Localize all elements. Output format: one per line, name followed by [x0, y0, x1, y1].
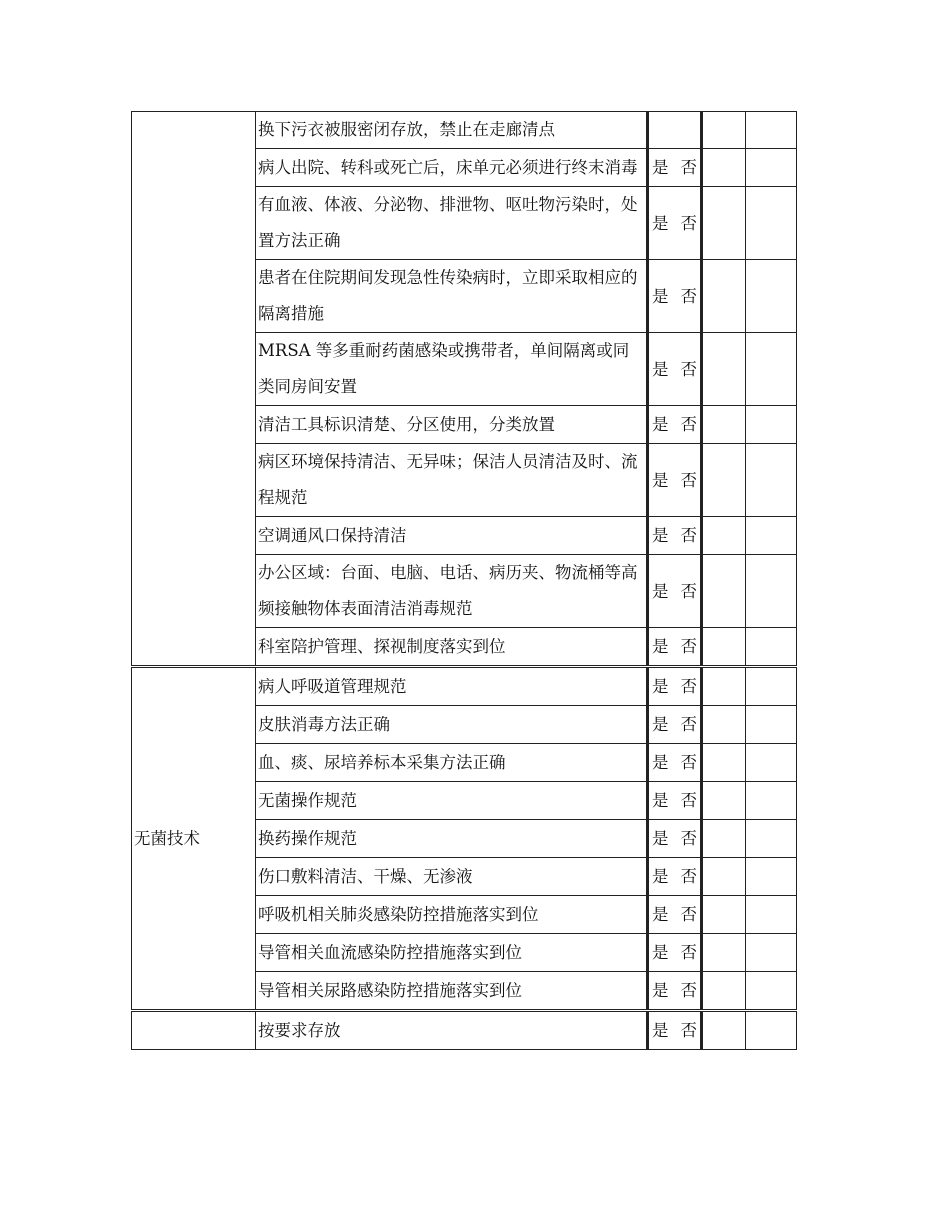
no-option[interactable]: 否: [680, 158, 697, 177]
score-cell[interactable]: [702, 667, 746, 706]
inspection-table: [131, 111, 797, 1050]
table-row: [132, 1011, 797, 1050]
yes-no-cell[interactable]: [648, 628, 702, 667]
yes-option[interactable]: 是: [652, 753, 669, 772]
yes-option[interactable]: 是: [652, 791, 669, 810]
yes-no-cell[interactable]: [648, 187, 702, 260]
score-cell[interactable]: [702, 706, 746, 744]
score-cell[interactable]: [702, 628, 746, 667]
yes-option[interactable]: 是: [652, 581, 669, 601]
score-cell[interactable]: [702, 858, 746, 896]
no-option[interactable]: 否: [680, 753, 697, 772]
remark-cell[interactable]: [746, 517, 797, 555]
item-cell: 按要求存放: [256, 1011, 648, 1050]
remark-cell[interactable]: [746, 628, 797, 667]
score-cell[interactable]: [702, 782, 746, 820]
table-row: [132, 112, 797, 149]
remark-cell[interactable]: [746, 744, 797, 782]
yes-option[interactable]: 是: [652, 829, 669, 848]
category-cell: [132, 1011, 256, 1050]
no-option[interactable]: 否: [680, 526, 697, 545]
item-cell: 导管相关血流感染防控措施落实到位: [256, 934, 648, 972]
yes-no-cell[interactable]: [648, 744, 702, 782]
score-cell[interactable]: [702, 444, 746, 517]
score-cell[interactable]: [702, 972, 746, 1011]
yes-option[interactable]: 是: [652, 415, 669, 434]
score-cell[interactable]: [702, 820, 746, 858]
yes-option[interactable]: 是: [652, 158, 669, 177]
yes-no-cell[interactable]: [648, 934, 702, 972]
yes-no-cell[interactable]: [648, 517, 702, 555]
no-option[interactable]: 否: [680, 905, 697, 924]
item-cell: 伤口敷料清洁、干燥、无渗液: [256, 858, 648, 896]
no-option[interactable]: 否: [680, 286, 697, 306]
yes-option[interactable]: 是: [652, 981, 669, 1000]
no-option[interactable]: 否: [680, 829, 697, 848]
inspection-table-body: [132, 112, 797, 1050]
item-cell: 办公区域：台面、电脑、电话、病历夹、物流桶等高频接触物体表面清洁消毒规范: [256, 555, 648, 628]
yes-option[interactable]: 是: [652, 637, 669, 656]
yes-option[interactable]: 是: [652, 715, 669, 734]
item-cell: 病人出院、转科或死亡后，床单元必须进行终末消毒: [256, 149, 648, 187]
yes-no-cell[interactable]: [648, 858, 702, 896]
remark-cell[interactable]: [746, 149, 797, 187]
item-cell: 科室陪护管理、探视制度落实到位: [256, 628, 648, 667]
no-option[interactable]: 否: [680, 581, 697, 601]
yes-no-cell[interactable]: [648, 896, 702, 934]
no-option[interactable]: 否: [680, 867, 697, 886]
remark-cell[interactable]: [746, 667, 797, 706]
item-cell: 患者在住院期间发现急性传染病时，立即采取相应的隔离措施: [256, 260, 648, 333]
remark-cell[interactable]: [746, 1011, 797, 1050]
yes-option[interactable]: 是: [652, 526, 669, 545]
remark-cell[interactable]: [746, 896, 797, 934]
score-cell[interactable]: [702, 149, 746, 187]
score-cell[interactable]: [702, 934, 746, 972]
no-option[interactable]: 否: [680, 359, 697, 379]
yes-no-cell: [648, 112, 702, 149]
item-cell: 换药操作规范: [256, 820, 648, 858]
score-cell[interactable]: [702, 260, 746, 333]
yes-option[interactable]: 是: [652, 943, 669, 962]
category-cell: 无菌技术: [132, 667, 256, 1011]
remark-cell[interactable]: [746, 934, 797, 972]
score-cell[interactable]: [702, 112, 746, 149]
score-cell[interactable]: [702, 744, 746, 782]
item-cell: 清洁工具标识清楚、分区使用，分类放置: [256, 406, 648, 444]
yes-no-cell[interactable]: [648, 820, 702, 858]
no-option[interactable]: 否: [680, 791, 697, 810]
yes-no-cell[interactable]: [648, 972, 702, 1011]
yes-option[interactable]: 是: [652, 677, 669, 696]
category-cell: [132, 112, 256, 667]
item-cell: MRSA 等多重耐药菌感染或携带者，单间隔离或同类同房间安置: [256, 333, 648, 406]
yes-option[interactable]: 是: [652, 470, 669, 490]
item-cell: 病人呼吸道管理规范: [256, 667, 648, 706]
no-option[interactable]: 否: [680, 677, 697, 696]
remark-cell[interactable]: [746, 406, 797, 444]
no-option[interactable]: 否: [680, 213, 697, 233]
item-cell: 有血液、体液、分泌物、排泄物、呕吐物污染时，处置方法正确: [256, 187, 648, 260]
remark-cell[interactable]: [746, 112, 797, 149]
score-cell[interactable]: [702, 517, 746, 555]
item-cell: 换下污衣被服密闭存放，禁止在走廊清点: [256, 112, 648, 149]
item-cell: 呼吸机相关肺炎感染防控措施落实到位: [256, 896, 648, 934]
yes-option[interactable]: 是: [652, 1021, 669, 1040]
remark-cell[interactable]: [746, 260, 797, 333]
remark-cell[interactable]: [746, 187, 797, 260]
item-cell: 血、痰、尿培养标本采集方法正确: [256, 744, 648, 782]
no-option[interactable]: 否: [680, 415, 697, 434]
item-cell: 空调通风口保持清洁: [256, 517, 648, 555]
remark-cell[interactable]: [746, 333, 797, 406]
score-cell[interactable]: [702, 896, 746, 934]
yes-option[interactable]: 是: [652, 867, 669, 886]
item-cell: 无菌操作规范: [256, 782, 648, 820]
yes-option[interactable]: 是: [652, 213, 669, 233]
yes-no-cell[interactable]: [648, 1011, 702, 1050]
remark-cell[interactable]: [746, 444, 797, 517]
yes-no-cell[interactable]: [648, 706, 702, 744]
yes-no-cell[interactable]: [648, 444, 702, 517]
score-cell[interactable]: [702, 555, 746, 628]
yes-no-cell[interactable]: [648, 333, 702, 406]
no-option[interactable]: 否: [680, 1021, 697, 1040]
remark-cell[interactable]: [746, 706, 797, 744]
no-option[interactable]: 否: [680, 943, 697, 962]
remark-cell[interactable]: [746, 782, 797, 820]
yes-no-cell[interactable]: [648, 260, 702, 333]
no-option[interactable]: 否: [680, 715, 697, 734]
no-option[interactable]: 否: [680, 637, 697, 656]
yes-option[interactable]: 是: [652, 286, 669, 306]
no-option[interactable]: 否: [680, 470, 697, 490]
score-cell[interactable]: [702, 333, 746, 406]
item-cell: 病区环境保持清洁、无异味；保洁人员清洁及时、流程规范: [256, 444, 648, 517]
remark-cell[interactable]: [746, 972, 797, 1011]
yes-no-cell[interactable]: [648, 667, 702, 706]
yes-no-cell[interactable]: [648, 406, 702, 444]
yes-option[interactable]: 是: [652, 905, 669, 924]
yes-no-cell[interactable]: [648, 782, 702, 820]
table-row: [132, 667, 797, 706]
remark-cell[interactable]: [746, 820, 797, 858]
remark-cell[interactable]: [746, 858, 797, 896]
yes-option[interactable]: 是: [652, 359, 669, 379]
score-cell[interactable]: [702, 187, 746, 260]
item-cell: 皮肤消毒方法正确: [256, 706, 648, 744]
no-option[interactable]: 否: [680, 981, 697, 1000]
score-cell[interactable]: [702, 406, 746, 444]
remark-cell[interactable]: [746, 555, 797, 628]
yes-no-cell[interactable]: [648, 555, 702, 628]
item-cell: 导管相关尿路感染防控措施落实到位: [256, 972, 648, 1011]
score-cell[interactable]: [702, 1011, 746, 1050]
yes-no-cell[interactable]: [648, 149, 702, 187]
